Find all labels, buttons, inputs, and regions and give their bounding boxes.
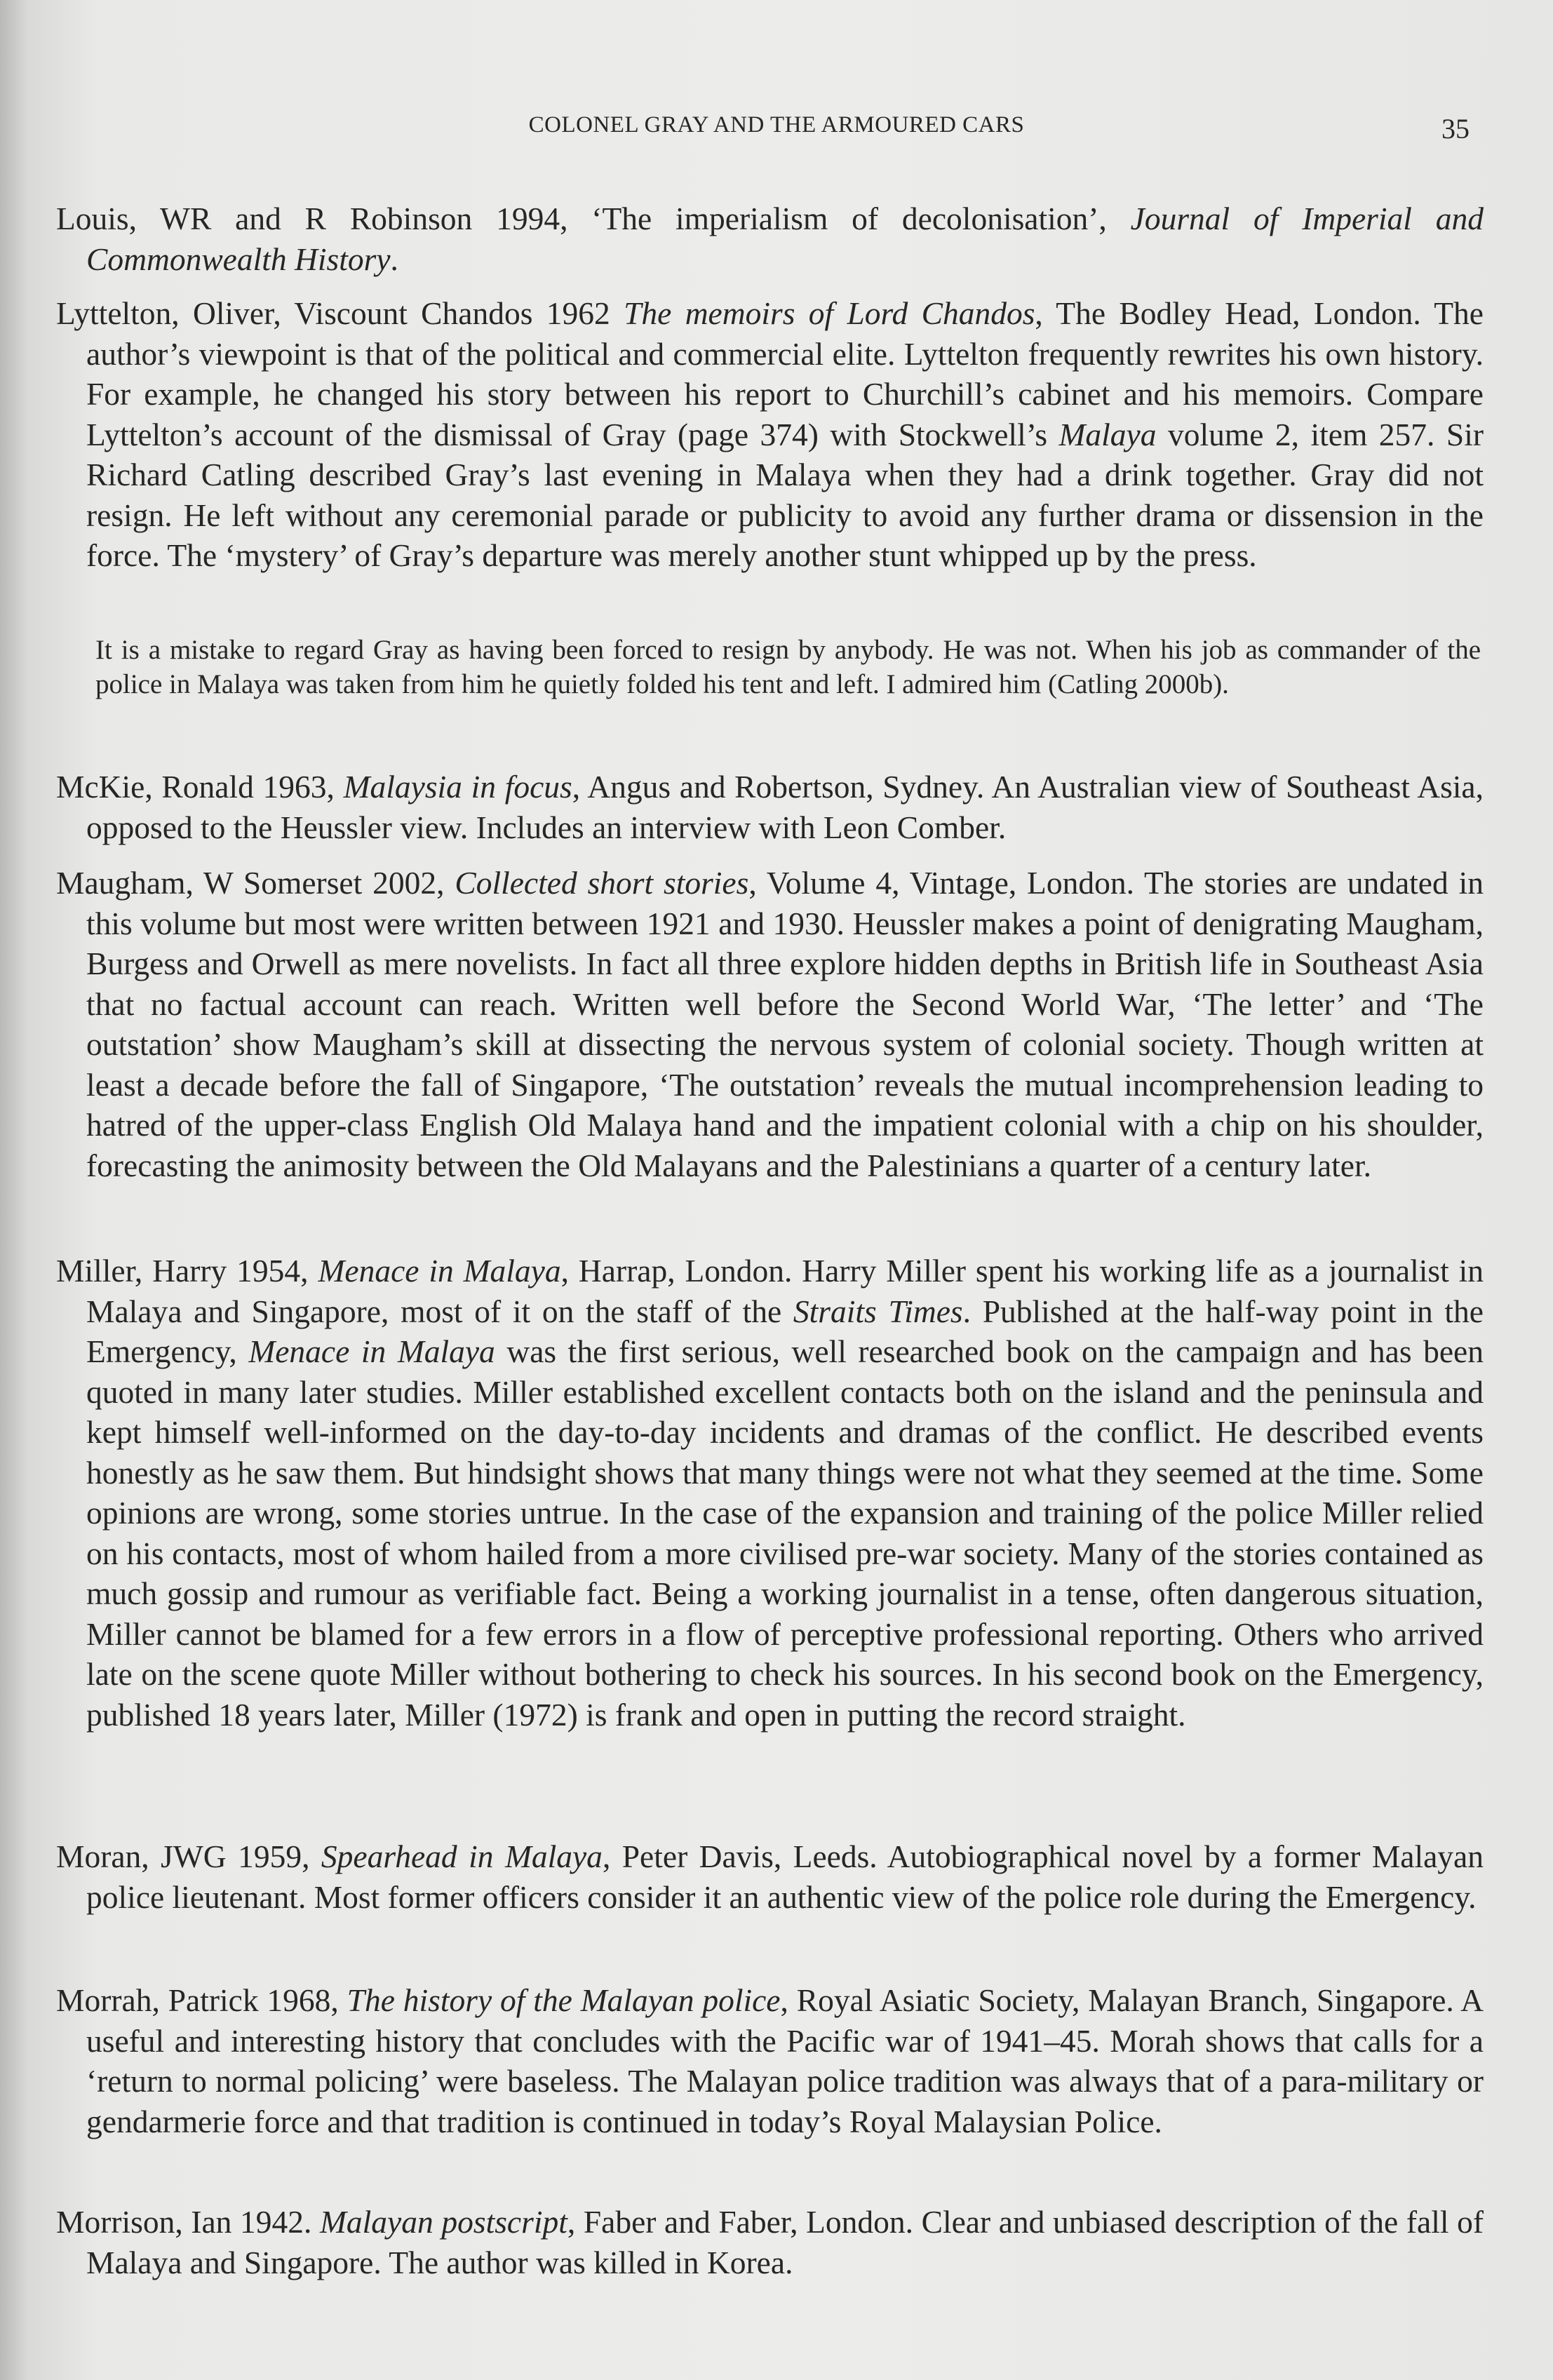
italic-title: Menace in Malaya [248,1333,495,1369]
page-number: 35 [1441,113,1470,144]
entry-text: McKie, Ronald 1963, [56,769,344,805]
italic-title: Journal of Imperial and Commonwealth History [86,201,1484,277]
entry-text: , Peter Davis, Leeds. Autobiographical novel by a former Malayan police lieutenant. Most former officers consider it an authentic view of the police role during the Emergency. [86,1838,1484,1915]
bib-entry-louis [56,199,1484,279]
italic-title: Menace in Malaya [318,1253,561,1289]
italic-title: Malaya [1058,416,1157,452]
entry-text: volume 2, item 257. Sir Richard Catling described Gray’s last evening in Malaya when they had a drink together. Gray did not resign. He left without any ceremonial parade or publicity to avoid any further drama or dissension in the force. The ‘mystery’ of Gray’s departure was merely another stunt whipped up by the press. [86,416,1484,573]
italic-title: The memoirs of Lord Chandos [624,295,1035,331]
italic-title: Malayan postscript [320,2204,567,2240]
entry-text: Morrah, Patrick 1968, [56,1982,347,2018]
block-quote: It is a mistake to regard Gray as having been forced to resign by anybody. He was not. When his job as commander of the police in Malaya was taken from him he quietly folded his tent and left. I admired him (Catling 2000b). [95,635,1481,699]
entry-text: , Angus and Robertson, Sydney. An Australian view of Southeast Asia, opposed to the Heussler view. Includes an interview with Leon Comber. [86,769,1484,845]
italic-title: Spearhead in Malaya [321,1838,603,1874]
entry-text: Miller, Harry 1954, [56,1253,318,1289]
entry-text: , Royal Asiatic Society, Malayan Branch, Singapore. A useful and interesting history that concludes with the Pacific war of 1941–45. Morah shows that calls for a ‘return to normal policing’ were baseless. The Malayan police tradition was always that of a para-military or gendarmerie force and that tradition is continued in today’s Royal Malaysian Police. [86,1982,1484,2139]
italic-title: Malaysia in focus [343,769,572,805]
bib-entry-lyttelton [56,293,1484,576]
entry-text: . Published at the half-way point in the Emergency, [86,1293,1484,1369]
bib-entry-moran [56,1836,1484,1917]
bib-entry-morrah [56,1980,1484,2142]
entry-text: , Harrap, London. Harry Miller spent his working life as a journalist in Malaya and Singapore, most of it on the staff of the [86,1253,1484,1329]
entry-text: . [390,241,398,277]
entry-text: Lyttelton, Oliver, Viscount Chandos 1962 [56,295,624,331]
entry-text: , The Bodley Head, London. The author’s viewpoint is that of the political and commercial elite. Lyttelton frequently rewrites his own history. For example, he changed his story between his report to Churchill’s cabinet and his memoirs. Compare Lyttelton’s account of the dismissal of Gray (page 374) with Stockwell’s [86,295,1484,452]
entry-text: Morrison, Ian 1942. [56,2204,321,2240]
italic-title: The history of the Malayan police [347,1982,781,2018]
bib-entry-mckie [56,767,1484,847]
entry-text: Maugham, W Somerset 2002, [56,865,455,901]
bib-entry-miller [56,1251,1484,1735]
italic-title: Collected short stories [455,865,749,901]
bib-entry-maugham [56,863,1484,1185]
entry-text: was the first serious, well researched book on the campaign and has been quoted in many later studies. Miller established excellent contacts both on the island and the peninsula and kept himself well-informed on the day-to-day incidents and dramas of the conflict. He described events honestly as he saw them. But hindsight shows that many things were not what they seemed at the time. Some opinions are wrong, some stories untrue. In the case of the expansion and training of the police Miller relied on his contacts, most of whom hailed from a more civilised pre-war society. Many of the stories contained as much gossip and rumour as verifiable fact. Being a working journalist in a tense, often dangerous situation, Miller cannot be blamed for a few errors in a flow of perceptive professional reporting. Others who arrived late on the scene quote Miller without bothering to check his sources. In his second book on the Emergency, published 18 years later, Miller (1972) is frank and open in putting the record straight. [86,1333,1484,1733]
bib-entry-morrison [56,2202,1484,2282]
entry-text: , Volume 4, Vintage, London. The stories are undated in this volume but most were written between 1921 and 1930. Heussler makes a point of denigrating Maugham, Burgess and Orwell as mere novelists. In fact all three explore hidden depths in British life in Southeast Asia that no factual account can reach. Written well before the Second World War, ‘The letter’ and ‘The outstation’ show Maugham’s skill at dissecting the nervous system of colonial society. Though written at least a decade before the fall of Singapore, ‘The outstation’ reveals the mutual incomprehension leading to hatred of the upper-class English Old Malaya hand and the impatient colonial with a chip on his shoulder, forecasting the animosity between the Old Malayans and the Palestinians a quarter of a century later. [86,865,1484,1183]
entry-text: , Faber and Faber, London. Clear and unbiased description of the fall of Malaya and Singapore. The author was killed in Korea. [86,2204,1484,2280]
running-header: COLONEL GRAY AND THE ARMOURED CARS [528,112,1025,137]
entry-text: Louis, WR and R Robinson 1994, ‘The imperialism of decolonisation’, [56,201,1131,236]
entry-text: Moran, JWG 1959, [56,1838,321,1874]
italic-title: Straits Times [793,1293,963,1329]
